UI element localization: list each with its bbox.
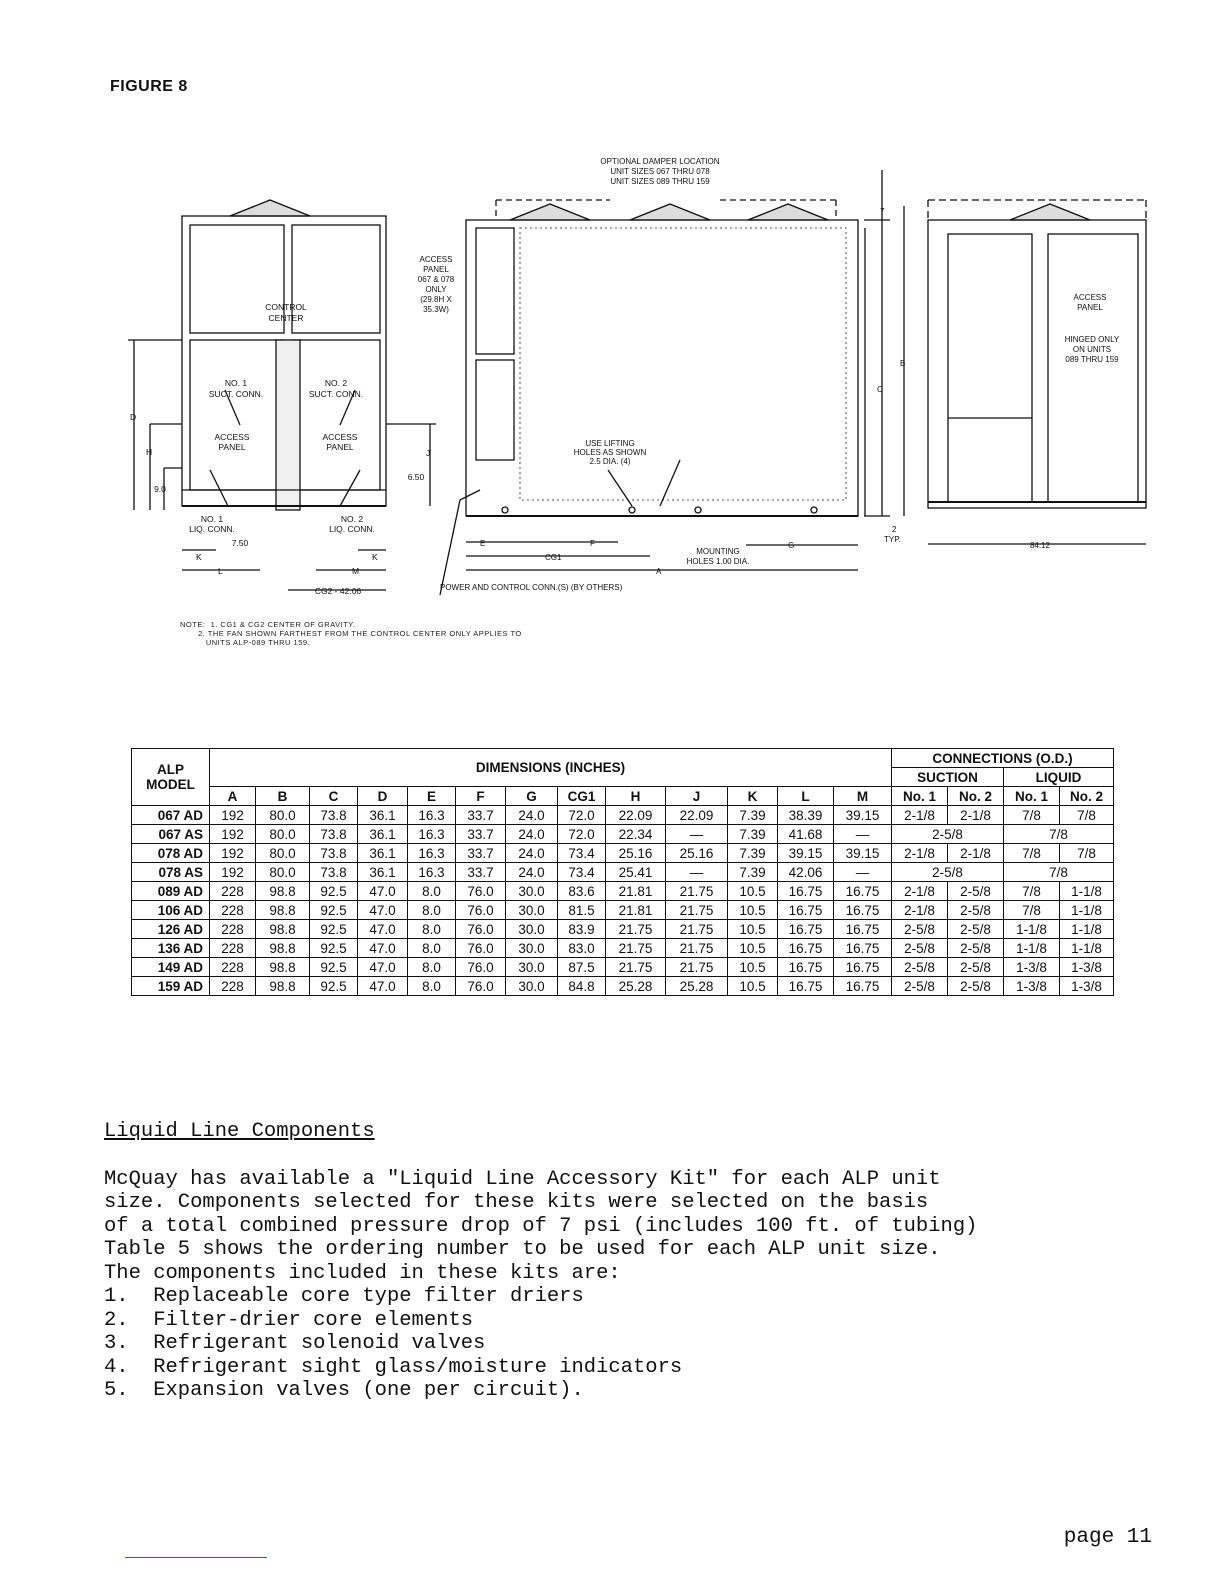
dimension-cell: 24.0 — [506, 806, 558, 825]
paragraph-line: Table 5 shows the ordering number to be used for each ALP unit size. — [104, 1238, 941, 1261]
column-header: H — [606, 787, 666, 806]
dim-90-label: 9.0 — [154, 484, 166, 494]
table-row — [132, 844, 1114, 863]
dimension-cell: 76.0 — [456, 977, 506, 996]
liq1-label-1: NO. 1 — [200, 514, 224, 524]
connection-cell: 2-1/8 — [892, 882, 948, 901]
dimension-cell: 21.75 — [666, 939, 728, 958]
dimension-cell: 73.4 — [558, 844, 606, 863]
dimension-cell: 83.6 — [558, 882, 606, 901]
dim-a-label: A — [656, 567, 662, 576]
dimension-cell: 10.5 — [728, 882, 778, 901]
connection-cell: 2-1/8 — [948, 806, 1004, 825]
dimension-cell: 25.28 — [606, 977, 666, 996]
dimension-cell: 16.75 — [778, 882, 834, 901]
paragraph-line: of a total combined pressure drop of 7 psi (includes 100 ft. of tubing) — [104, 1214, 978, 1238]
suct1-label-1: NO. 1 — [224, 378, 248, 388]
model-cell: 106 AD — [132, 901, 210, 920]
dimension-cell: 33.7 — [456, 844, 506, 863]
liquid-span-cell: 7/8 — [1004, 863, 1114, 882]
dim-2-label: 2 — [892, 525, 897, 534]
unit-dimension-drawing — [120, 150, 1160, 610]
dimension-cell: 24.0 — [506, 825, 558, 844]
dimension-cell: 33.7 — [456, 806, 506, 825]
dimension-cell: 228 — [210, 958, 256, 977]
dimension-cell: 16.75 — [778, 920, 834, 939]
note-line: UNITS ALP-089 THRU 159. — [180, 638, 311, 647]
column-header: C — [310, 787, 358, 806]
model-header-line: ALP — [157, 762, 184, 777]
column-header: No. 2 — [1060, 787, 1114, 806]
dimension-cell: 84.8 — [558, 977, 606, 996]
mounting-label-2: HOLES 1.00 DIA. — [686, 557, 750, 566]
connection-cell: 1-3/8 — [1060, 977, 1114, 996]
connection-cell: 2-1/8 — [948, 844, 1004, 863]
dimension-cell: — — [834, 825, 892, 844]
dimension-cell: 16.75 — [778, 977, 834, 996]
dimension-cell: 76.0 — [456, 901, 506, 920]
model-cell: 159 AD — [132, 977, 210, 996]
optional-damper-label: OPTIONAL DAMPER LOCATION — [600, 157, 720, 166]
connection-cell: 2-5/8 — [892, 939, 948, 958]
dim-e-label: E — [480, 539, 486, 548]
dim-650-label: 6.50 — [407, 472, 425, 482]
dimension-cell: 21.75 — [666, 901, 728, 920]
suct1-label-2: SUCT. CONN. — [208, 389, 264, 399]
model-cell: 149 AD — [132, 958, 210, 977]
dim-d-label: D — [130, 412, 137, 422]
dim-l-label: L — [218, 566, 223, 576]
dimension-cell: 8.0 — [408, 882, 456, 901]
connection-cell: 2-5/8 — [892, 920, 948, 939]
connection-cell: 2-5/8 — [948, 958, 1004, 977]
dimension-cell: 76.0 — [456, 920, 506, 939]
dimension-cell: 21.75 — [666, 958, 728, 977]
dimensions-header: DIMENSIONS (INCHES) — [210, 749, 892, 787]
section-paragraph — [104, 1168, 1134, 1286]
typ-label: TYP. — [884, 535, 901, 544]
connection-cell: 7/8 — [1060, 844, 1114, 863]
table-row — [132, 825, 1114, 844]
dimension-cell: 73.8 — [310, 844, 358, 863]
model-cell: 136 AD — [132, 939, 210, 958]
connection-cell: 2-5/8 — [892, 977, 948, 996]
table-row — [132, 977, 1114, 996]
end-view-labels — [1030, 293, 1120, 550]
dim-h-label: H — [146, 447, 153, 457]
dimension-cell: 80.0 — [256, 806, 310, 825]
dimension-cell: 47.0 — [358, 882, 408, 901]
dimension-cell: 24.0 — [506, 863, 558, 882]
connection-cell: 1-3/8 — [1004, 958, 1060, 977]
connection-cell: 2-1/8 — [892, 844, 948, 863]
dimension-cell: 7.39 — [728, 844, 778, 863]
dimension-cell: 16.75 — [834, 977, 892, 996]
table-row — [132, 882, 1114, 901]
dimension-cell: 25.16 — [606, 844, 666, 863]
dimension-cell: 8.0 — [408, 958, 456, 977]
connection-cell: 2-1/8 — [892, 901, 948, 920]
dimension-cell: 228 — [210, 901, 256, 920]
dimension-cell: 30.0 — [506, 958, 558, 977]
liq2-label-2: LIQ. CONN. — [329, 524, 375, 534]
dimension-cell: 33.7 — [456, 825, 506, 844]
dimension-cell: 87.5 — [558, 958, 606, 977]
dim-g-label: G — [788, 541, 795, 550]
dimension-cell: 98.8 — [256, 939, 310, 958]
dimension-cell: 21.75 — [666, 882, 728, 901]
power-label: POWER AND CONTROL CONN.(S) (BY OTHERS) — [440, 583, 623, 592]
dimension-cell: 228 — [210, 977, 256, 996]
column-header: L — [778, 787, 834, 806]
dimension-cell: 16.75 — [834, 901, 892, 920]
dimension-cell: 30.0 — [506, 920, 558, 939]
dimension-cell: 8.0 — [408, 977, 456, 996]
connection-cell: 7/8 — [1004, 882, 1060, 901]
dimension-cell: 21.75 — [606, 939, 666, 958]
dimension-cell: 80.0 — [256, 844, 310, 863]
dimension-cell: 76.0 — [456, 958, 506, 977]
dimensions-table — [131, 748, 1114, 996]
note-line: 2. THE FAN SHOWN FARTHEST FROM THE CONTROL CENTER ONLY APPLIES TO — [180, 629, 522, 638]
list-item: 3. Refrigerant solenoid valves — [104, 1332, 486, 1355]
dimension-cell: 8.0 — [408, 901, 456, 920]
access-panel-label-1: ACCESS — [419, 255, 453, 264]
dim-c-label: C — [877, 385, 883, 394]
dimension-cell: 10.5 — [728, 901, 778, 920]
lifting-label-1: USE LIFTING — [585, 439, 635, 448]
model-header — [132, 749, 210, 806]
dim-j-label: J — [426, 448, 431, 458]
dimension-cell: — — [666, 825, 728, 844]
dimension-cell: 8.0 — [408, 920, 456, 939]
paragraph-line: McQuay has available a "Liquid Line Accessory Kit" for each ALP unit — [104, 1167, 941, 1191]
model-header-line: MODEL — [146, 777, 195, 792]
dimension-cell: 16.75 — [778, 939, 834, 958]
connection-cell: 1-1/8 — [1004, 939, 1060, 958]
column-header: G — [506, 787, 558, 806]
side-access-label-2: PANEL — [1077, 303, 1103, 312]
dimension-cell: 25.41 — [606, 863, 666, 882]
suction-span-cell: 2-5/8 — [892, 863, 1004, 882]
column-header: B — [256, 787, 310, 806]
connection-cell: 2-5/8 — [948, 977, 1004, 996]
access-panel-label-6: 35.3W) — [423, 305, 449, 314]
connection-cell: 2-5/8 — [892, 958, 948, 977]
dimension-cell: 10.5 — [728, 920, 778, 939]
model-cell: 067 AD — [132, 806, 210, 825]
dimension-cell: 98.8 — [256, 977, 310, 996]
dimension-cell: 10.5 — [728, 977, 778, 996]
mounting-label-1: MOUNTING — [696, 547, 740, 556]
dimension-cell: 39.15 — [778, 844, 834, 863]
model-cell: 078 AD — [132, 844, 210, 863]
dimension-cell: 47.0 — [358, 939, 408, 958]
connection-cell: 1-1/8 — [1060, 920, 1114, 939]
connection-cell: 1-1/8 — [1004, 920, 1060, 939]
connection-cell: 1-3/8 — [1060, 958, 1114, 977]
connection-cell: 2-5/8 — [948, 939, 1004, 958]
paragraph-line: The components included in these kits are: — [104, 1261, 621, 1285]
connection-cell: 2-5/8 — [948, 920, 1004, 939]
dimension-cell: 39.15 — [834, 806, 892, 825]
paragraph-line: size. Components selected for these kits were selected on the basis — [104, 1191, 929, 1214]
dim-8412-label: 84.12 — [1029, 541, 1051, 550]
footer-rule — [125, 1557, 267, 1558]
connection-cell: 7/8 — [1004, 806, 1060, 825]
column-header: M — [834, 787, 892, 806]
dimension-cell: 10.5 — [728, 958, 778, 977]
connection-cell: 2-1/8 — [892, 806, 948, 825]
table-row — [132, 920, 1114, 939]
column-header: A — [210, 787, 256, 806]
connection-cell: 1-1/8 — [1060, 939, 1114, 958]
dimension-cell: 41.68 — [778, 825, 834, 844]
table-row — [132, 863, 1114, 882]
end-view — [928, 200, 1146, 544]
access-panel-label-5: (29.8H X — [420, 295, 452, 304]
dimension-cell: 30.0 — [506, 882, 558, 901]
dimension-cell: 98.8 — [256, 901, 310, 920]
dimension-cell: 47.0 — [358, 958, 408, 977]
access-left-label-1: ACCESS — [214, 432, 250, 442]
dimension-cell: 16.75 — [834, 958, 892, 977]
dimension-cell: 92.5 — [310, 920, 358, 939]
column-header: E — [408, 787, 456, 806]
dimension-cell: 192 — [210, 806, 256, 825]
hinged-label-2: ON UNITS — [1072, 345, 1112, 354]
table-row — [132, 806, 1114, 825]
dimension-cell: 92.5 — [310, 901, 358, 920]
dimension-cell: 8.0 — [408, 939, 456, 958]
dimension-cell: 16.75 — [778, 901, 834, 920]
dimension-cell: 21.75 — [666, 920, 728, 939]
dimension-cell: 33.7 — [456, 863, 506, 882]
dimension-cell: 7.39 — [728, 863, 778, 882]
connection-cell: 2-5/8 — [948, 882, 1004, 901]
page-number: page 11 — [1063, 1526, 1152, 1549]
dimension-cell: 92.5 — [310, 958, 358, 977]
dimension-cell: 25.16 — [666, 844, 728, 863]
model-cell: 126 AD — [132, 920, 210, 939]
model-cell: 067 AS — [132, 825, 210, 844]
dimension-cell: 42.06 — [778, 863, 834, 882]
dimension-cell: 16.3 — [408, 844, 456, 863]
list-item: 2. Filter-drier core elements — [104, 1308, 474, 1332]
dim-k-label-2: K — [372, 552, 378, 562]
list-item: 5. Expansion valves (one per circuit). — [104, 1379, 584, 1402]
dim-f-label: F — [590, 539, 595, 548]
dim-cg1-label: CG1 — [545, 553, 562, 562]
column-header: D — [358, 787, 408, 806]
dimension-cell: 73.8 — [310, 806, 358, 825]
dimension-cell: 98.8 — [256, 920, 310, 939]
dimension-cell: 22.09 — [606, 806, 666, 825]
suction-span-cell: 2-5/8 — [892, 825, 1004, 844]
model-cell: 089 AD — [132, 882, 210, 901]
dimension-cell: 192 — [210, 825, 256, 844]
connection-cell: 1-3/8 — [1004, 977, 1060, 996]
table-row — [132, 901, 1114, 920]
section-title: Liquid Line Components — [104, 1120, 375, 1143]
dimension-cell: 30.0 — [506, 901, 558, 920]
dimension-cell: 7.39 — [728, 825, 778, 844]
components-list — [104, 1285, 1134, 1403]
model-cell: 078 AS — [132, 863, 210, 882]
hinged-label-3: 089 THRU 159 — [1065, 355, 1119, 364]
column-header: F — [456, 787, 506, 806]
liquid-header: LIQUID — [1004, 768, 1114, 787]
side-view-labels — [418, 157, 906, 592]
dimension-cell: 38.39 — [778, 806, 834, 825]
dimension-cell: 16.75 — [834, 939, 892, 958]
control-center-label-2: CENTER — [268, 313, 304, 323]
dimension-cell: 16.75 — [834, 920, 892, 939]
dimension-cell: 80.0 — [256, 825, 310, 844]
dimension-cell: 73.8 — [310, 863, 358, 882]
dimension-cell: 228 — [210, 920, 256, 939]
dimension-cell: 92.5 — [310, 977, 358, 996]
dimension-cell: 16.3 — [408, 825, 456, 844]
dimension-cell: 36.1 — [358, 825, 408, 844]
dimension-cell: 98.8 — [256, 958, 310, 977]
control-center-label-1: CONTROL — [265, 302, 307, 312]
liquid-line-section — [104, 1120, 1134, 1403]
cg2-label: CG2 - 42.06 — [314, 586, 362, 596]
dimension-cell: 81.5 — [558, 901, 606, 920]
figure-notes — [180, 620, 522, 647]
dimension-cell: 22.34 — [606, 825, 666, 844]
dimension-cell: 21.81 — [606, 882, 666, 901]
dimension-cell: 72.0 — [558, 825, 606, 844]
suct2-label-1: NO. 2 — [324, 378, 348, 388]
figure-title: FIGURE 8 — [110, 78, 188, 95]
list-item: 1. Replaceable core type filter driers — [104, 1285, 584, 1308]
dimension-cell: 10.5 — [728, 939, 778, 958]
dimension-cell: 83.9 — [558, 920, 606, 939]
dimension-cell: 36.1 — [358, 863, 408, 882]
connections-header: CONNECTIONS (O.D.) — [892, 749, 1114, 768]
dimension-cell: 228 — [210, 882, 256, 901]
liq2-label-1: NO. 2 — [340, 514, 364, 524]
suct2-label-2: SUCT. CONN. — [308, 389, 364, 399]
dimension-cell: 80.0 — [256, 863, 310, 882]
connection-cell: 7/8 — [1060, 806, 1114, 825]
dimension-cell: 16.3 — [408, 863, 456, 882]
dimension-cell: 73.8 — [310, 825, 358, 844]
suction-header: SUCTION — [892, 768, 1004, 787]
dimension-cell: 192 — [210, 863, 256, 882]
dimension-cell: 47.0 — [358, 920, 408, 939]
list-item: 4. Refrigerant sight glass/moisture indicators — [104, 1355, 683, 1379]
connection-cell: 2-5/8 — [948, 901, 1004, 920]
table-row — [132, 939, 1114, 958]
dimension-cell: 47.0 — [358, 977, 408, 996]
dimension-cell: 16.75 — [778, 958, 834, 977]
connection-cell: 1-1/8 — [1060, 882, 1114, 901]
dimension-cell: 21.75 — [606, 958, 666, 977]
dimension-cell: 30.0 — [506, 977, 558, 996]
connection-cell: 1-1/8 — [1060, 901, 1114, 920]
dim-750-label: 7.50 — [231, 538, 249, 548]
dimension-cell: 83.0 — [558, 939, 606, 958]
dim-b-label: B — [900, 359, 906, 368]
dimension-cell: 36.1 — [358, 844, 408, 863]
unit-sizes-label-1: UNIT SIZES 067 THRU 078 — [610, 167, 710, 176]
connection-cell: 7/8 — [1004, 844, 1060, 863]
side-view — [440, 170, 904, 595]
access-panel-label-3: 067 & 078 — [417, 275, 455, 284]
dimension-cell: 21.75 — [606, 920, 666, 939]
dimension-cell: — — [834, 863, 892, 882]
access-panel-label-2: PANEL — [423, 265, 449, 274]
column-header: CG1 — [558, 787, 606, 806]
access-left-label-2: PANEL — [218, 442, 246, 452]
dimension-cell: 39.15 — [834, 844, 892, 863]
side-access-label-1: ACCESS — [1073, 293, 1107, 302]
dimension-cell: 73.4 — [558, 863, 606, 882]
dimension-cell: 21.81 — [606, 901, 666, 920]
column-header: No. 1 — [892, 787, 948, 806]
dimension-cell: 98.8 — [256, 882, 310, 901]
liq1-label-2: LIQ. CONN. — [189, 524, 235, 534]
dimension-cell: 92.5 — [310, 939, 358, 958]
dimension-cell: 192 — [210, 844, 256, 863]
table-row — [132, 958, 1114, 977]
dimension-cell: 16.75 — [834, 882, 892, 901]
dimension-cell: 25.28 — [666, 977, 728, 996]
lifting-label-2: HOLES AS SHOWN — [573, 448, 647, 457]
lifting-label-3: 2.5 DIA. (4) — [589, 457, 631, 466]
dimension-cell: 16.3 — [408, 806, 456, 825]
access-panel-label-4: ONLY — [425, 285, 447, 294]
access-right-label-1: ACCESS — [322, 432, 358, 442]
dimension-cell: 24.0 — [506, 844, 558, 863]
dimension-cell: 92.5 — [310, 882, 358, 901]
front-view — [128, 200, 436, 590]
dimension-cell: 30.0 — [506, 939, 558, 958]
dim-7-label: 7 — [880, 207, 885, 216]
unit-sizes-label-2: UNIT SIZES 089 THRU 159 — [610, 177, 710, 186]
dim-k-label-1: K — [196, 552, 202, 562]
note-line: NOTE: 1. CG1 & CG2 CENTER OF GRAVITY. — [180, 620, 356, 629]
access-right-label-2: PANEL — [326, 442, 354, 452]
dim-m-label: M — [352, 566, 360, 576]
dimension-cell: 22.09 — [666, 806, 728, 825]
dimension-cell: 36.1 — [358, 806, 408, 825]
dimension-cell: 7.39 — [728, 806, 778, 825]
hinged-label-1: HINGED ONLY — [1064, 335, 1120, 344]
liquid-span-cell: 7/8 — [1004, 825, 1114, 844]
column-header: K — [728, 787, 778, 806]
dimension-cell: 76.0 — [456, 882, 506, 901]
column-header: No. 2 — [948, 787, 1004, 806]
dimension-cell: 47.0 — [358, 901, 408, 920]
column-header: No. 1 — [1004, 787, 1060, 806]
connection-cell: 7/8 — [1004, 901, 1060, 920]
column-header: J — [666, 787, 728, 806]
dimension-cell: — — [666, 863, 728, 882]
dimension-cell: 228 — [210, 939, 256, 958]
dimension-cell: 72.0 — [558, 806, 606, 825]
dimension-cell: 76.0 — [456, 939, 506, 958]
